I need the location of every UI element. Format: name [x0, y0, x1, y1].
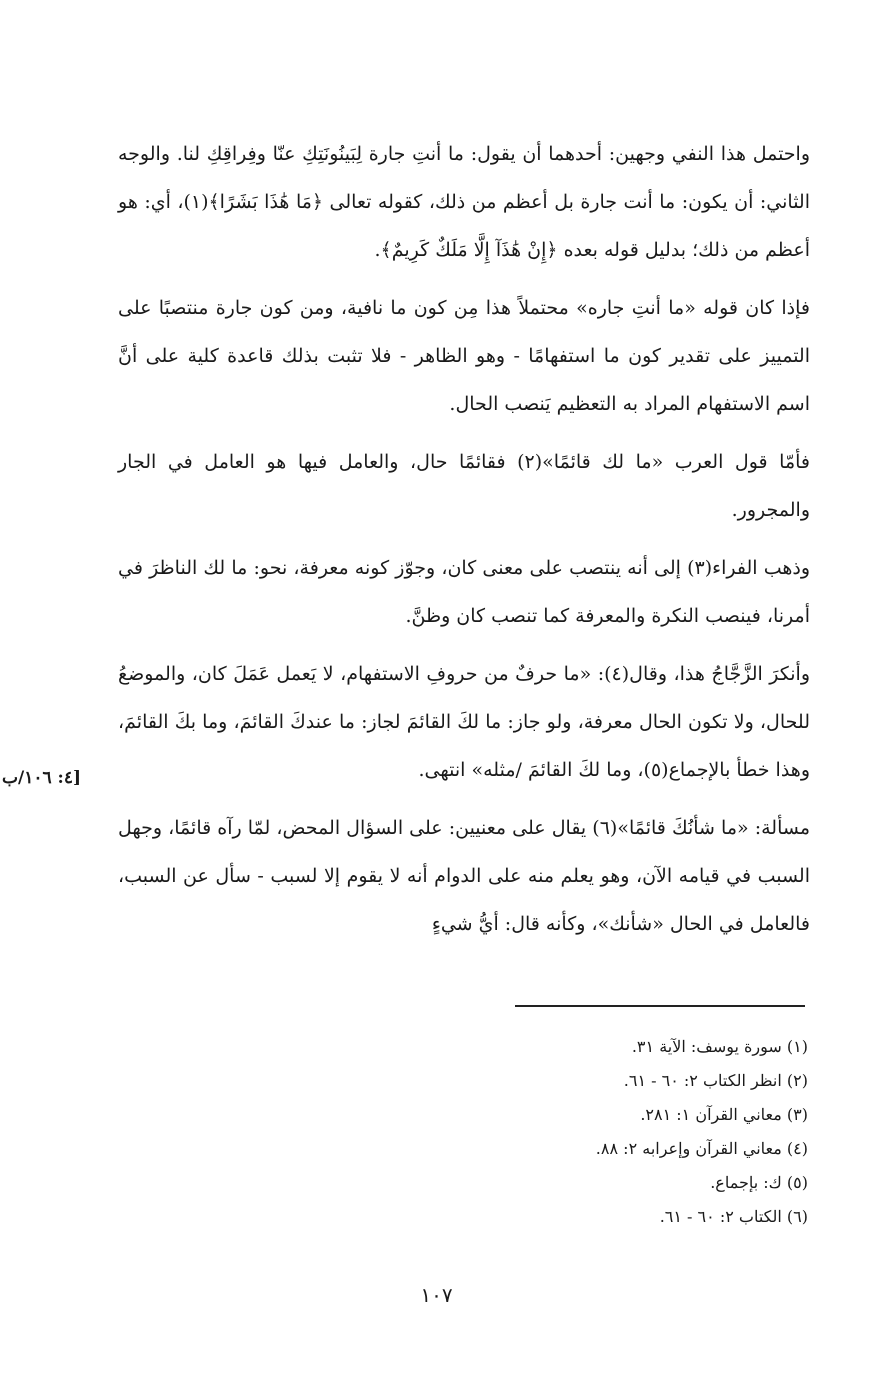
- footnotes: [300, 1030, 808, 1234]
- footnote-5: (٥) ك: بإجماع.: [710, 1173, 808, 1192]
- footnote-3: (٣) معاني القرآن ١: ٢٨١.: [640, 1105, 808, 1124]
- footnote-2: (٢) انظر الكتاب ٢: ٦٠ - ٦١.: [623, 1071, 808, 1090]
- paragraph-3: فأمّا قول العرب «ما لك قائمًا»(٢) فقائمًا حال، والعامل فيها هو العامل في الجار والمجرور.: [118, 451, 810, 521]
- footnote-1: (١) سورة يوسف: الآية ٣١.: [631, 1037, 808, 1056]
- footnote-4: (٤) معاني القرآن وإعرابه ٢: ٨٨.: [595, 1139, 808, 1158]
- page-number: ١٠٧: [420, 1283, 453, 1307]
- main-text: [118, 130, 810, 948]
- paragraph-5: وأنكرَ الزَّجَّاجُ هذا، وقال(٤): «ما حرفٌ من حروفِ الاستفهام، لا يَعمل عَمَلَ كان، والموضعُ للحال، ولا تكون الحال معرفة، ولو جاز: ما لكَ القائمَ لجاز: ما عندكَ القائمَ، وما بكَ القائمَ، وهذا خطأ بالإجماع(٥)، وما لكَ القائمَ /مثله» انتهى.: [118, 663, 811, 781]
- footnote-6: (٦) الكتاب ٢: ٦٠ - ٦١.: [659, 1207, 808, 1226]
- paragraph-1: واحتمل هذا النفي وجهين: أحدهما أن يقول: ما أنتِ جارة لِبَينُونَتِكِ عنّا وفِراقِكِ لنا. والوجه الثاني: أن يكون: ما أنت جارة بل أعظم من ذلك، كقوله تعالى ﴿مَا هَٰذَا بَشَرًا﴾(١)، أي: هو أعظم من ذلك؛ بدليل قوله بعده ﴿إِنْ هَٰذَآ إِلَّا مَلَكٌ كَرِيمٌ﴾.: [118, 143, 810, 261]
- paragraph-2: فإذا كان قوله «ما أنتِ جاره» محتملاً هذا مِن كون ما نافية، ومن كون جارة منتصبًا على التمييز على تقدير كون ما استفهامًا - وهو الظاهر - فلا تثبت بذلك قاعدة كلية على أنَّ اسم الاستفهام المراد به التعظيم يَنصب الحال.: [118, 297, 810, 415]
- footnote-divider: [515, 1005, 805, 1007]
- paragraph-4: وذهب الفراء(٣) إلى أنه ينتصب على معنى كان، وجوّز كونه معرفة، نحو: ما لك الناظرَ في أمرنا، فينصب النكرة والمعرفة كما تنصب كان وظنَّ.: [118, 557, 811, 627]
- manuscript-folio-marker: [٤: ١٠٦/ب: [2, 768, 82, 788]
- paragraph-6: مسألة: «ما شأنُكَ قائمًا»(٦) يقال على معنيين: على السؤال المحض، لمّا رآه قائمًا، وجهل السبب في قيامه الآن، وهو يعلم منه على الدوام أنه لا يقوم إلا لسبب - سأل عن السبب، فالعامل في الحال «شأنك»، وكأنه قال: أيُّ شيءٍ: [118, 817, 810, 935]
